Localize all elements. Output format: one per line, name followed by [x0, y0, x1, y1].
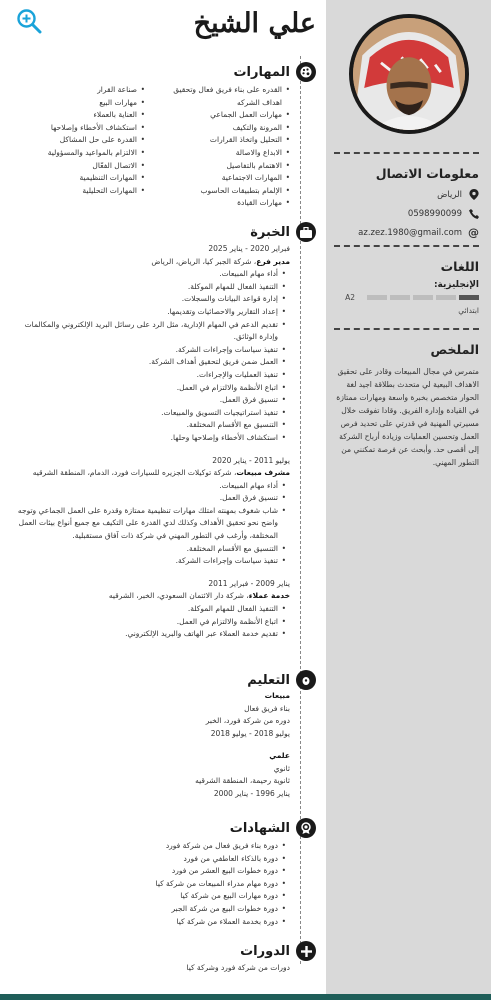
job-title — [10, 590, 290, 603]
courses-title: الدورات — [240, 943, 290, 959]
language-level-label: ابتدائي — [458, 306, 479, 315]
education-line: بناء فريق فعال — [244, 703, 290, 713]
award-icon — [296, 818, 316, 838]
language-code: A2 — [345, 293, 355, 302]
languages-section — [334, 245, 479, 315]
job-bullet: • التنفيذ الفعال للمهام الموكلة. — [10, 603, 286, 616]
certificates-list — [10, 840, 290, 928]
certificates-title: الشهادات — [229, 820, 290, 836]
job-bullet: • إعداد التقارير والاحصائيات وتقديمها. — [10, 306, 286, 319]
at-sign-icon: @ — [468, 226, 479, 239]
experience-title: الخبرة — [250, 224, 290, 240]
skill-item: • القدرة على حل المشاكل — [10, 134, 145, 147]
summary-title: الملخص — [334, 328, 479, 357]
job-title — [10, 256, 290, 269]
contact-email[interactable] — [334, 227, 479, 238]
location-pin-icon — [468, 189, 479, 200]
skill-item: • الالتزام بالمواعيد والمسؤولية — [10, 147, 145, 160]
education-line: ثانوية رحيمة، المنطقة الشرقيه — [195, 776, 290, 785]
skill-item: • المهارات التحليلية — [10, 185, 145, 198]
certificate-item: • دورة بناء فريق فعال من شركة فورد — [10, 840, 286, 853]
education-line: ثانوي — [273, 763, 290, 773]
job-role: مشرف مبيعات — [236, 468, 290, 478]
profile-photo — [349, 14, 469, 134]
skill-item: • المهارات الاجتماعية — [155, 172, 290, 185]
plus-icon — [296, 941, 316, 961]
job-bullet: • إدارة قواعد البيانات والسجلات. — [10, 293, 286, 306]
skill-item: • صناعة القرار — [10, 84, 145, 97]
language-level-segment — [436, 295, 456, 300]
job-bullet: • العمل ضمن فريق لتحقيق أهداف الشركة. — [10, 356, 286, 369]
experience-header — [250, 222, 316, 242]
skill-item: • العناية بالعملاء — [10, 109, 145, 122]
job-bullet: • تنفيذ استراتيجيات التسويق والمبيعات. — [10, 407, 286, 420]
skill-item: • الاتصال الفعّال — [10, 160, 145, 173]
palette-icon — [296, 62, 316, 82]
skill-item: • استكشاف الأخطاء وإصلاحها — [10, 122, 145, 135]
skill-item: • المهارات التنظيمية — [10, 172, 145, 185]
job-entry — [10, 455, 290, 568]
language-level-segment — [413, 295, 433, 300]
skill-item: • الابداع والاصالة — [155, 147, 290, 160]
skill-item: • مهارات القيادة — [155, 197, 290, 210]
job-bullet: • اتباع الأنظمة والالتزام في العمل. — [10, 616, 286, 629]
skill-item: • الاهتمام بالتفاصيل — [155, 160, 290, 173]
job-bullet: • التنسيق مع الأقسام المختلفة. — [10, 419, 286, 432]
courses-text: دورات من شركة فورد وشركة كيا — [186, 963, 290, 972]
certificates-header — [230, 818, 316, 838]
person-name: علي الشيخ — [193, 8, 316, 39]
job-bullet: • تقديم خدمة العملاء عبر الهاتف والبريد الإلكتروني. — [10, 628, 286, 641]
profile-photo-graphic — [353, 18, 465, 130]
language-level-segment — [367, 295, 387, 300]
language-level-row — [334, 293, 479, 302]
phone-icon — [468, 208, 479, 219]
certificate-item: • دورة بالذكاء العاطفي من فورد — [10, 853, 286, 866]
job-bullets — [10, 480, 286, 568]
certificate-item: • دورة بخدمة العملاء من شركة كيا — [10, 916, 286, 929]
job-spacer — [10, 568, 290, 578]
skills-list — [10, 84, 290, 210]
job-bullet: • تنسيق فرق العمل. — [10, 492, 286, 505]
skill-item: • التحليل واتخاذ القرارات — [155, 134, 290, 147]
job-bullet: • تقديم الدعم في المهام الإدارية، مثل الرد على رسائل البريد الإلكتروني والمكالمات وإدارة الوثائق. — [10, 319, 286, 344]
job-date: فبراير 2020 - يناير 2025 — [208, 244, 290, 253]
job-bullet: • التنسيق مع الأقسام المختلفة. — [10, 543, 286, 556]
education-date: يوليو 2018 - يوليو 2018 — [210, 728, 290, 738]
job-title — [10, 467, 290, 480]
language-level-bar — [367, 295, 479, 300]
job-bullets — [10, 268, 286, 444]
job-bullet: • اتباع الأنظمة والالتزام في العمل. — [10, 382, 286, 395]
education-line: دوره من شركة فورد، الخبر — [205, 716, 290, 725]
job-spacer — [10, 445, 290, 455]
education-title-text: علمي — [269, 751, 290, 760]
experience-list — [10, 243, 290, 641]
graduation-icon — [296, 670, 316, 690]
job-bullet: • تنسيق فرق العمل. — [10, 394, 286, 407]
summary-section — [334, 328, 479, 469]
contact-location — [334, 189, 479, 200]
job-role: خدمة عملاء — [248, 591, 290, 601]
education-date: يناير 1996 - يناير 2000 — [213, 788, 290, 798]
skill-item: • المرونة والتكيف — [155, 122, 290, 135]
job-bullet: • أداء مهام المبيعات. — [10, 480, 286, 493]
education-title-text: مبيعات — [264, 691, 290, 700]
contact-phone-text: 0598990099 — [407, 208, 462, 219]
language-level-segment — [459, 295, 479, 300]
education-entry — [10, 690, 290, 740]
skill-item: • مهارات العمل الجماعي — [155, 109, 290, 122]
skills-header — [233, 62, 316, 82]
briefcase-icon — [296, 222, 316, 242]
education-spacer — [10, 740, 290, 750]
job-date: يناير 2009 - فبراير 2011 — [208, 578, 290, 588]
zoom-in-icon[interactable] — [16, 8, 42, 34]
certificate-item: • دورة خطوات البيع من شركة الجبر — [10, 903, 286, 916]
job-bullet: • التنفيذ الفعال للمهام الموكلة. — [10, 281, 286, 294]
certificate-item: • دورة مهام مدراء المبيعات من شركة كيا — [10, 878, 286, 891]
job-bullets — [10, 603, 286, 641]
contact-phone[interactable] — [334, 208, 479, 219]
job-entry — [10, 578, 290, 641]
languages-title: اللغات — [334, 245, 479, 274]
summary-text: متمرس في مجال المبيعات وقادر على تحقيق الاهداف البيعية لي متحدث بطلاقة اجيد لغة الحوار متخصص بخبرة واسعة ومهارات ممتازة في القيادة وإدارة الفريق. وقادا تفوقت خلال مسيرتي المهنية في قدرتي على تحديد فرص العمل وتحسين العمليات وزيادة أرباح الشركة إلى أقصى حد. وأبحث عن فرصة تمكنني من التطور المهني. — [336, 367, 479, 467]
education-list — [10, 690, 290, 800]
job-bullet: • شاب شغوف بمهنته امتلك مهارات تنظيمية ممتازة وقدرة على العمل الجماعي وتوجه واضح نحو تحقيق الأهداف وكذلك لدي القدرة على التكيف مع جميع أنواع بيئات العمل المختلفة، وأرغب في التطور المهني في شركة ذات آفاق مستقبلية. — [10, 505, 286, 543]
job-company: ، شركة دار الائتمان السعودي، الخبر، الشرقيه — [108, 591, 249, 601]
job-bullet: • تنفيذ سياسات وإجراءات الشركة. — [10, 344, 286, 357]
contact-email-text: az.zez.1980@gmail.com — [358, 227, 462, 238]
job-date: يوليو 2011 - يناير 2020 — [212, 455, 290, 465]
footer-accent-bar — [0, 994, 491, 1000]
certificate-item: • دورة مهارات البيع من شركة كيا — [10, 890, 286, 903]
job-company: ، شركة الجبر كيا، الرياض، الرياض — [151, 256, 257, 266]
contact-title: معلومات الاتصال — [334, 152, 479, 181]
sidebar — [326, 0, 491, 994]
education-header — [247, 670, 316, 690]
skill-item: • القدره على بناء فريق فعال وتحقيق اهداف الشركه — [155, 84, 290, 109]
education-title: التعليم — [247, 672, 290, 688]
certificate-item: • دورة خطوات البيع العشر من فورد — [10, 865, 286, 878]
skills-title: المهارات — [233, 64, 290, 80]
job-bullet: • تنفيذ سياسات وإجراءات الشركة. — [10, 555, 286, 568]
skill-item: • الإلمام بتطبيقات الحاسوب — [155, 185, 290, 198]
job-bullet: • استكشاف الأخطاء وإصلاحها وحلها. — [10, 432, 286, 445]
job-bullet: • أداء مهام المبيعات. — [10, 268, 286, 281]
courses-header — [240, 941, 316, 961]
contact-section — [334, 152, 479, 238]
education-entry — [10, 750, 290, 800]
job-company: ، شركة توكيلات الجزيره للسيارات فورد، الدمام، المنطقة الشرقيه — [32, 468, 237, 478]
job-entry — [10, 243, 290, 445]
certificates-bullets — [10, 840, 286, 928]
job-bullet: • تنفيذ العمليات والإجراءات. — [10, 369, 286, 382]
job-role: مدير فرع — [256, 256, 290, 266]
language-level-segment — [390, 295, 410, 300]
skill-item: • مهارات البيع — [10, 97, 145, 110]
language-name: الإنجليزية: — [433, 280, 479, 290]
contact-location-text: الرياض — [437, 189, 462, 200]
skills-column-right — [155, 84, 290, 210]
skills-column-left — [10, 84, 145, 210]
